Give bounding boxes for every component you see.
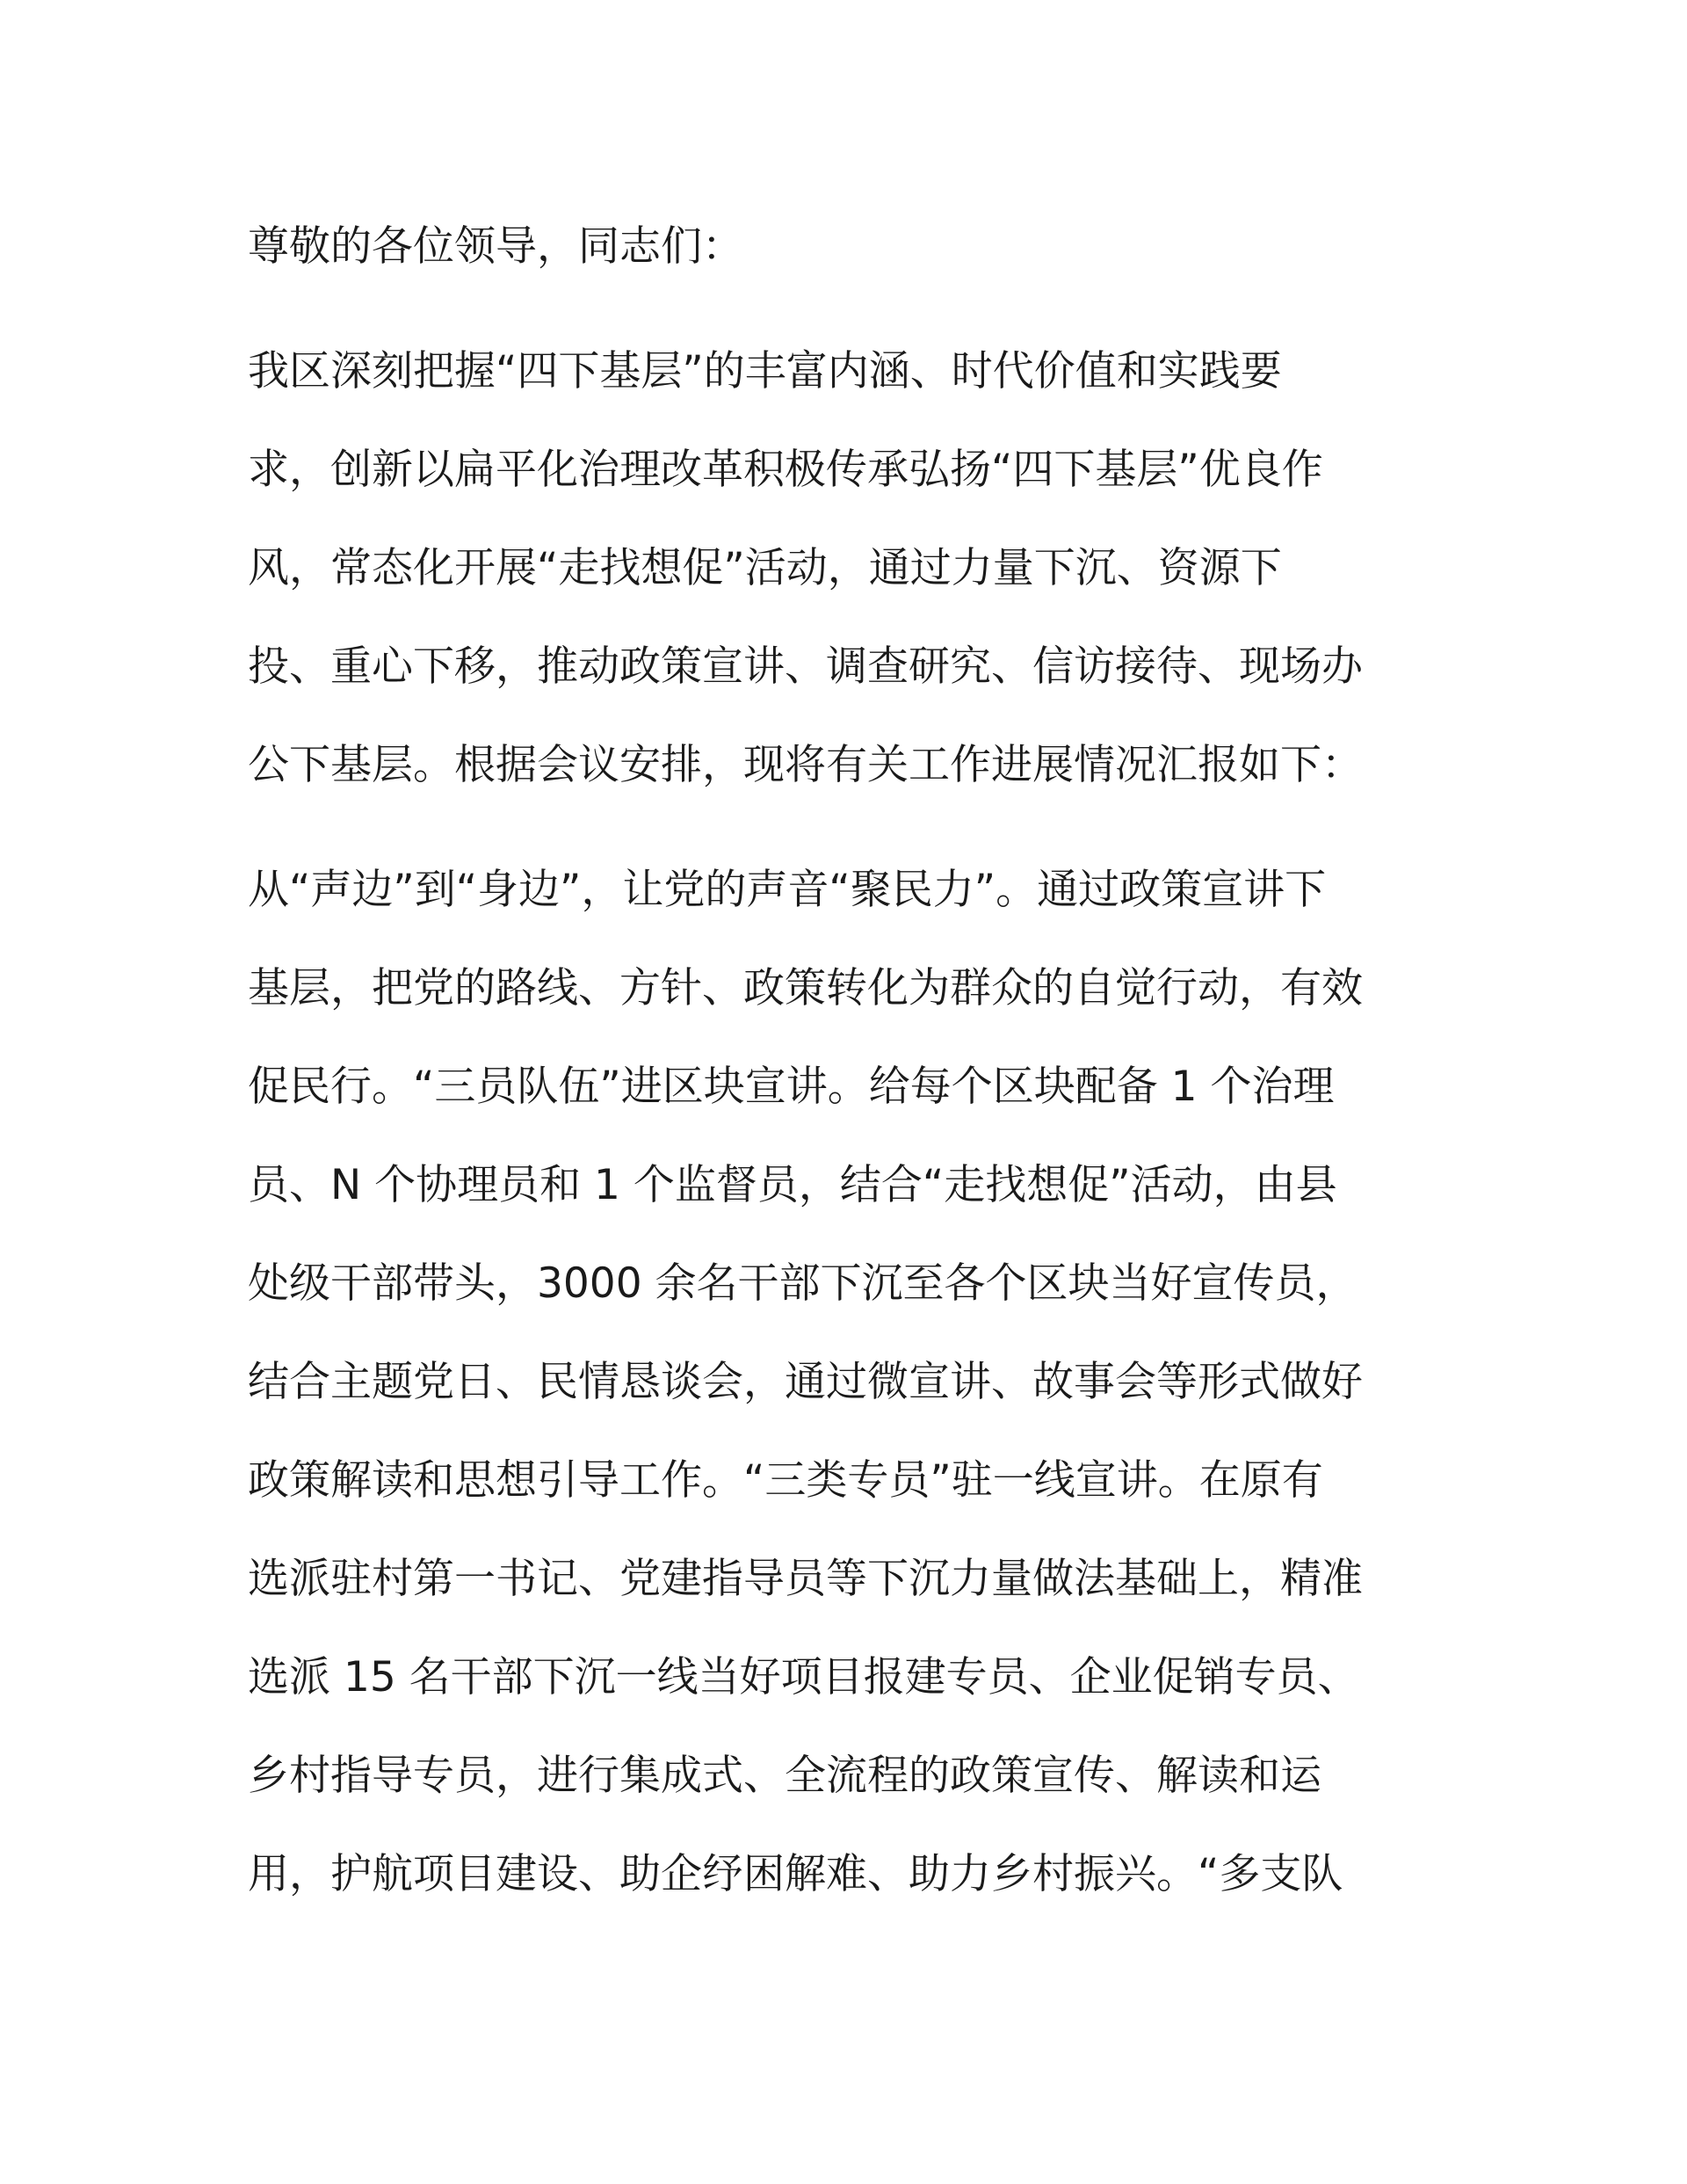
paragraph-gap: [248, 296, 1443, 323]
salutation: 尊敬的各位领导，同志们：: [248, 222, 743, 271]
text-line: 处级干部带头，3000 余名干部下沉至各个区块当好宣传员，: [248, 1259, 1358, 1308]
document-body: [248, 198, 1443, 1924]
paragraph-policy-outreach: [248, 841, 1443, 1924]
text-line: 基层，把党的路线、方针、政策转化为群众的自觉行动，有效: [248, 964, 1363, 1012]
text-line: 从“声边”到“身边”，让党的声音“聚民力”。通过政策宣讲下: [248, 866, 1327, 914]
text-line: 政策解读和思想引导工作。“三类专员”驻一线宣讲。在原有: [248, 1456, 1323, 1505]
text-line: 用，护航项目建设、助企纾困解难、助力乡村振兴。“多支队: [248, 1850, 1343, 1898]
text-line: 结合主题党日、民情恳谈会，通过微宣讲、故事会等形式做好: [248, 1358, 1363, 1406]
text-line: 风，常态化开展“走找想促”活动，通过力量下沉、资源下: [248, 544, 1282, 592]
text-line: 选派驻村第一书记、党建指导员等下沉力量做法基础上，精准: [248, 1555, 1363, 1603]
text-line: 投、重心下移，推动政策宣讲、调查研究、信访接待、现场办: [248, 642, 1363, 691]
text-line: 选派 15 名干部下沉一线当好项目报建专员、企业促销专员、: [248, 1653, 1359, 1701]
text-line: 我区深刻把握“四下基层”的丰富内涵、时代价值和实践要: [248, 347, 1282, 395]
text-line: 员、N 个协理员和 1 个监督员，结合“走找想促”活动，由县: [248, 1161, 1337, 1209]
text-line: 乡村指导专员，进行集成式、全流程的政策宣传、解读和运: [248, 1752, 1321, 1800]
paragraph-gap: [248, 815, 1443, 841]
text-line: 促民行。“三员队伍”进区块宣讲。给每个区块配备 1 个治理: [248, 1063, 1335, 1111]
text-line: 求，创新以扁平化治理改革积极传承弘扬“四下基层”优良作: [248, 446, 1323, 494]
text-line: 公下基层。根据会议安排，现将有关工作进展情况汇报如下：: [248, 741, 1363, 789]
paragraph-intro: [248, 323, 1443, 815]
